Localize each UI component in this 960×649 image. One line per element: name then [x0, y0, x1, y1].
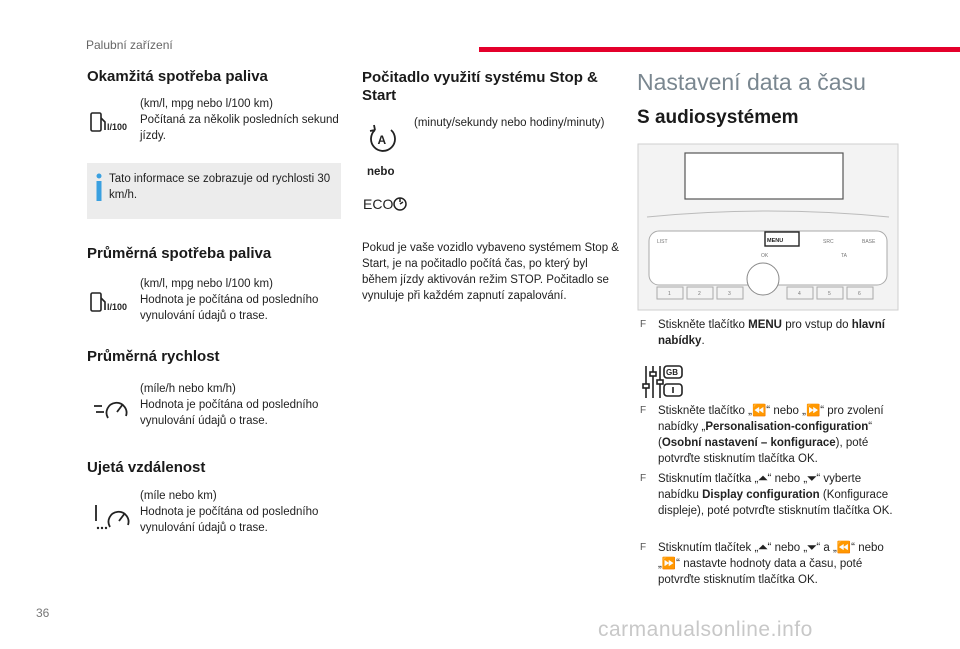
step-4: F Stisknutím tlačítek „⏶“ nebo „⏷“ a „⏪“ nebo „⏩“ nastavte hodnoty data a času, poté potvrďte stisknutím tlačítka OK.	[640, 542, 884, 586]
svg-text:GB: GB	[666, 368, 678, 377]
svg-text:1: 1	[668, 291, 671, 297]
svg-text:3: 3	[728, 291, 731, 297]
svg-text:TA: TA	[841, 253, 848, 259]
svg-text:4: 4	[798, 291, 801, 297]
s4-title: Ujetá vzdálenost	[87, 459, 206, 476]
svg-text:OK: OK	[761, 253, 769, 259]
audio-panel-illustration	[637, 143, 899, 311]
stopstart-title: Počitadlo využití systému Stop & Start	[362, 69, 598, 104]
section-header: Palubní zařízení	[86, 38, 173, 52]
s1-title: Okamžitá spotřeba paliva	[87, 68, 268, 85]
s2-title: Průměrná spotřeba paliva	[87, 245, 272, 262]
fuel-average-icon	[88, 290, 132, 316]
svg-text:5: 5	[828, 291, 831, 297]
stopstart-units: (minuty/sekundy nebo hodiny/minuty)	[414, 117, 605, 129]
svg-text:l/100: l/100	[107, 122, 128, 132]
settings-sliders-gb-icon	[642, 364, 686, 400]
average-speed-icon	[92, 396, 134, 424]
nebo-label: nebo	[367, 166, 395, 178]
svg-text:SRC: SRC	[823, 239, 834, 245]
svg-text:A: A	[377, 133, 387, 147]
svg-text:ECO: ECO	[363, 196, 394, 212]
svg-text:l/100: l/100	[107, 302, 128, 312]
s3-desc: Hodnota je počítána od posledního vynulování údajů o trase.	[140, 399, 319, 427]
svg-text:LIST: LIST	[657, 239, 668, 245]
info-text: Tato informace se zobrazuje od rychlosti 30 km/h.	[109, 173, 331, 201]
s4-desc: Hodnota je počítána od posledního vynulování údajů o trase.	[140, 506, 319, 534]
stopstart-paragraph: Pokud je vaše vozidlo vybaveno systémem Stop & Start, je na počitadlo počítá čas, po který byl během jízdy aktivován režim STOP. Počitadlo se vynuluje při každém zapnutí zapalování.	[362, 242, 619, 302]
distance-icon	[90, 503, 134, 533]
s3-title: Průměrná rychlost	[87, 348, 220, 365]
info-i-icon	[96, 173, 102, 201]
s1-units: (km/l, mpg nebo l/100 km)	[140, 98, 273, 110]
step-3: F Stisknutím tlačítka „⏶“ nebo „⏷“ vyberte nabídku Display configuration (Konfigurace displeje), poté potvrďte stisknutím tlačítka OK.	[640, 473, 893, 517]
s4-units: (míle nebo km)	[140, 490, 217, 502]
stop-start-a-icon	[366, 122, 400, 156]
s2-desc: Hodnota je počítána od posledního vynulování údajů o trase.	[140, 294, 319, 322]
s3-units: (míle/h nebo km/h)	[140, 383, 236, 395]
watermark: carmanualsonline.info	[598, 618, 813, 641]
step-2: F Stiskněte tlačítko „⏪“ nebo „⏩“ pro zvolení nabídky „Personalisation-configuration“ (Osobní nastavení – konfigurace), poté potvrďte stisknutím tlačítka OK.	[640, 405, 884, 465]
step-1: F Stiskněte tlačítko MENU pro vstup do hlavní nabídky.	[640, 319, 885, 347]
svg-text:BASE: BASE	[862, 239, 876, 245]
header-accent-bar	[479, 47, 960, 52]
s2-units: (km/l, mpg nebo l/100 km)	[140, 278, 273, 290]
info-box	[87, 163, 341, 219]
fuel-instant-icon	[88, 110, 132, 136]
eco-icon	[362, 193, 410, 215]
svg-text:MENU: MENU	[767, 238, 784, 244]
page-number: 36	[36, 606, 50, 620]
svg-text:2: 2	[698, 291, 701, 297]
audio-subtitle: S audiosystémem	[637, 107, 799, 128]
s1-desc: Počítaná za několik posledních sekund jízdy.	[140, 114, 339, 142]
svg-text:6: 6	[858, 291, 861, 297]
datetime-title: Nastavení data a času	[637, 69, 866, 95]
